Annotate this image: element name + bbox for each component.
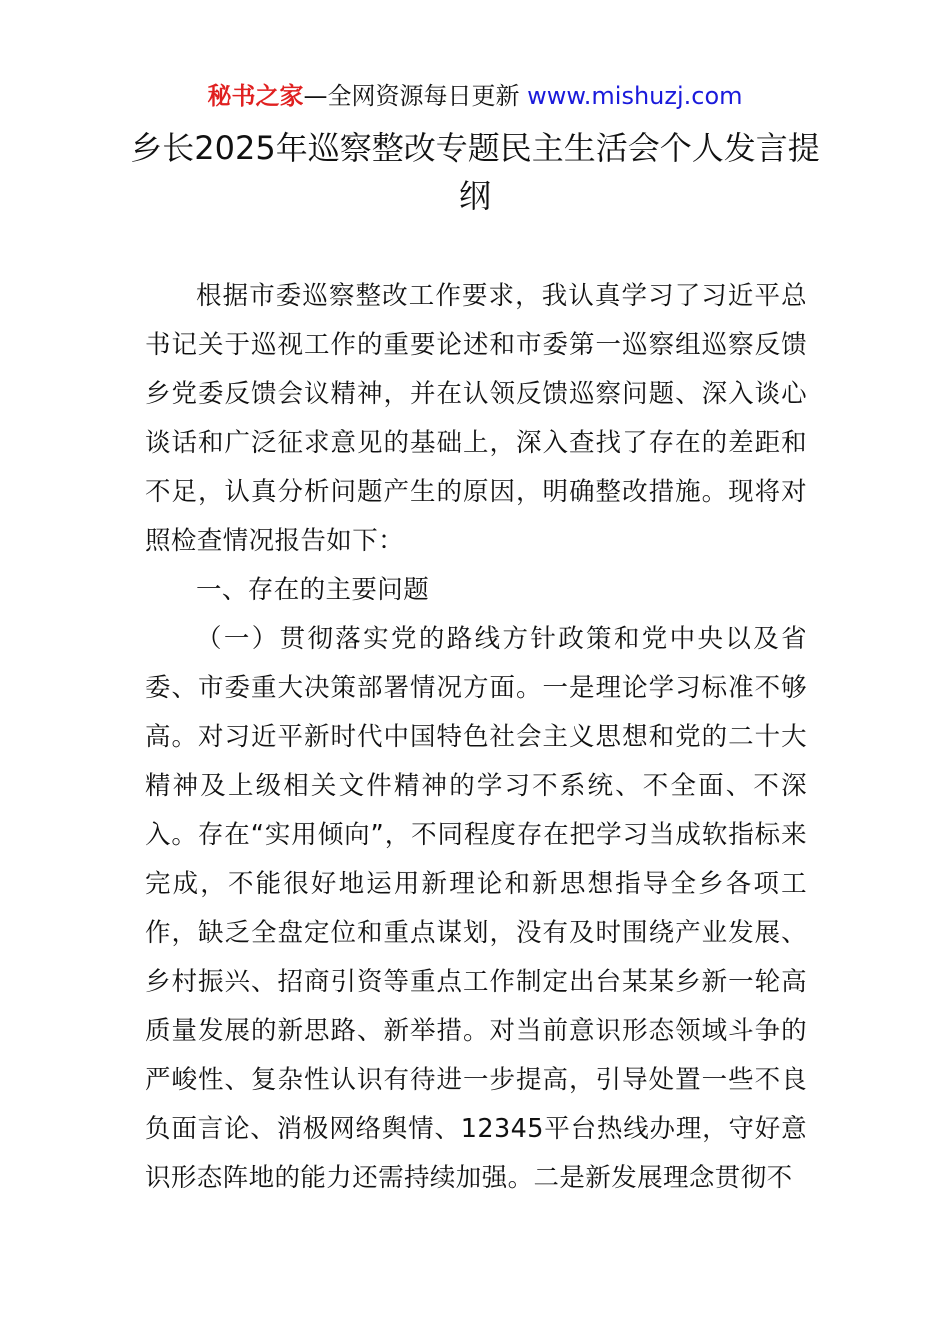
section-heading: 一、存在的主要问题 bbox=[196, 575, 430, 605]
site-tagline: —全网资源每日更新 bbox=[303, 82, 528, 110]
document-title: 乡长2025年巡察整改专题民主生活会个人发言提纲 bbox=[130, 129, 820, 215]
paragraph-intro: 根据市委巡察整改工作要求，我认真学习了习近平总书记关于巡视工作的重要论述和市委第一巡察组巡察反馈乡党委反馈会议精神，并在认领反馈巡察问题、深入谈心谈话和广泛征求意见的基础上，深入查找了存在的差距和不足，认真分析问题产生的原因，明确整改措施。现将对照检查情况报告如下： bbox=[145, 281, 807, 556]
document-body bbox=[145, 272, 807, 1203]
site-url-link[interactable]: www.mishuzj.com bbox=[527, 82, 743, 110]
site-brand: 秘书之家 bbox=[207, 82, 304, 110]
site-header bbox=[0, 80, 950, 112]
paragraph-issue-1: （一）贯彻落实党的路线方针政策和党中央以及省委、市委重大决策部署情况方面。一是理论学习标准不够高。对习近平新时代中国特色社会主义思想和党的二十大精神及上级相关文件精神的学习不系统、不全面、不深入。存在“实用倾向”，不同程度存在把学习当成软指标来完成，不能很好地运用新理论和新思想指导全乡各项工作，缺乏全盘定位和重点谋划，没有及时围绕产业发展、乡村振兴、招商引资等重点工作制定出台某某乡新一轮高质量发展的新思路、新举措。对当前意识形态领域斗争的严峻性、复杂性认识有待进一步提高，引导处置一些不良负面言论、消极网络舆情、12345平台热线办理，守好意识形态阵地的能力还需持续加强。二是新发展理念贯彻不 bbox=[145, 624, 807, 1193]
